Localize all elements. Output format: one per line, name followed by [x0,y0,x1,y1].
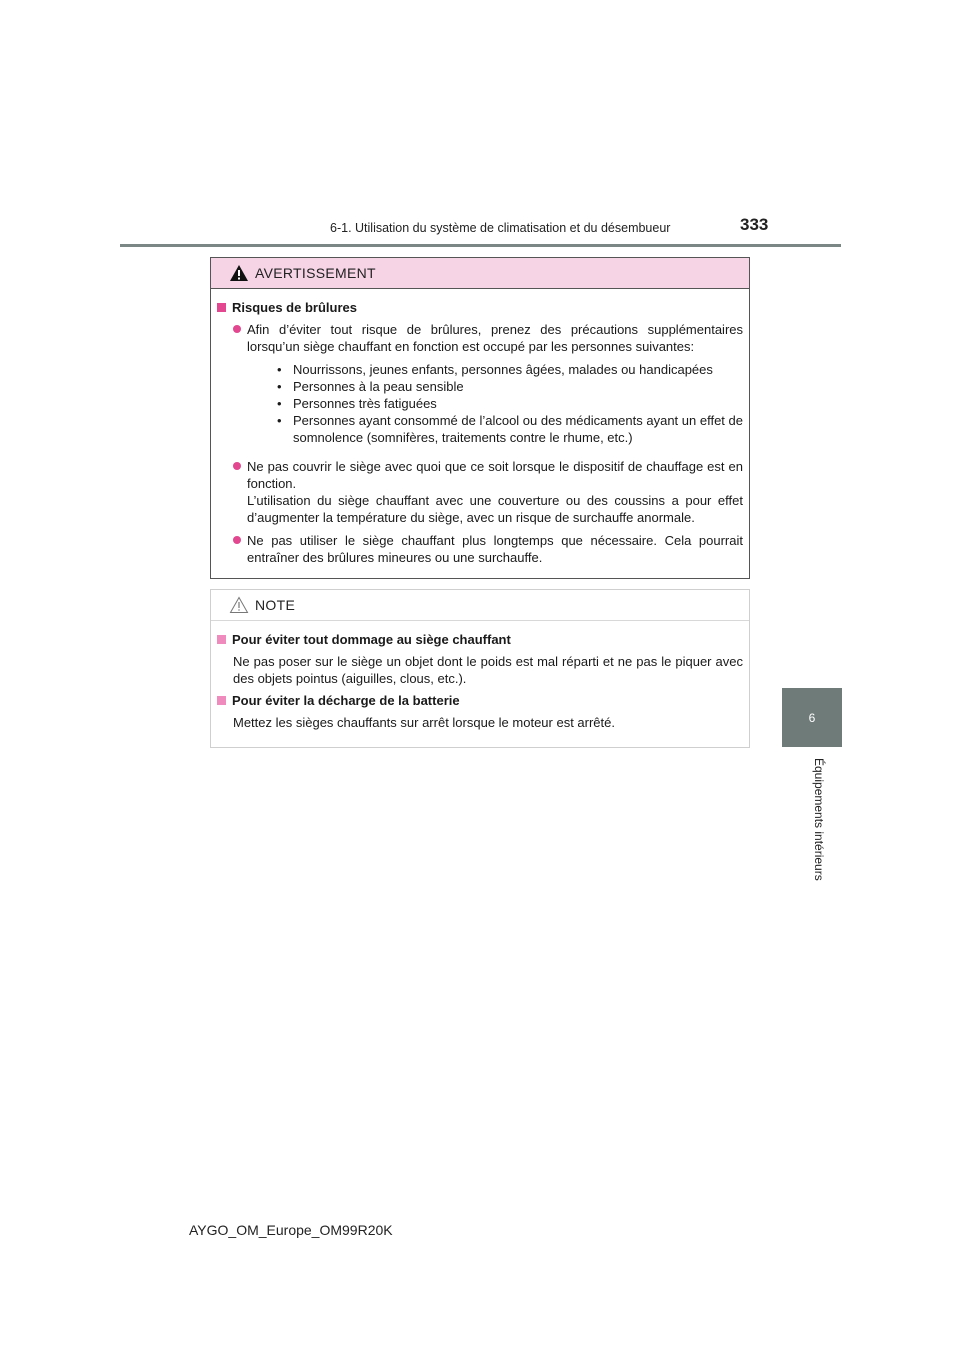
note-box [210,589,750,748]
warning-box [210,257,750,579]
list-item [217,532,743,566]
chapter-number: 6 [808,710,816,725]
page-number: 333 [740,215,769,234]
running-header-section: 6-1. Utilisation du système de climatisation et du désembueur [330,221,671,235]
warning-triangle-icon [229,264,249,282]
chapter-tab[interactable] [782,688,842,747]
warning-section-title: Risques de brûlures [217,299,743,316]
document-id: AYGO_OM_Europe_OM99R20K [189,1222,393,1238]
caution-triangle-outline-icon [229,596,249,614]
list-item: • Personnes ayant consommé de l’alcool ou des médicaments ayant un effet de somnolence (somnifères, traitements contre le rhume, etc.) [277,413,743,445]
list-item [217,458,743,526]
square-bullet-icon [217,303,226,312]
warning-title: AVERTISSEMENT [255,265,376,281]
list-item: • Nourrissons, jeunes enfants, personnes âgées, malades ou handicapées [277,362,713,377]
note-paragraph: Ne pas poser sur le siège un objet dont le poids est mal réparti et ne pas le piquer avec des objets pointus (aiguilles, clous, etc.). [233,654,743,686]
list-item: • Personnes à la peau sensible [277,379,464,394]
bullet-continuation: L’utilisation du siège chauffant avec une couverture ou des coussins a pour effet d’augmenter la température du siège, avec un risque de surchauffe anormale. [247,493,743,525]
chapter-label: Équipements intérieurs [812,758,826,881]
person-list [277,361,743,446]
list-item: • Personnes très fatiguées [277,396,437,411]
header-divider [120,244,841,247]
note-body [211,621,749,731]
square-bullet-icon [217,696,226,705]
note-section-title: Pour éviter la décharge de la batterie [217,692,743,709]
round-bullet-icon [233,536,241,544]
warning-header [211,258,749,289]
warning-body [211,289,749,566]
note-paragraph: Mettez les sièges chauffants sur arrêt lorsque le moteur est arrêté. [233,715,615,730]
bullet-text: Ne pas utiliser le siège chauffant plus longtemps que nécessaire. Cela pourrait entraîner des brûlures mineures ou une surchauffe. [247,533,743,565]
bullet-text: Ne pas couvrir le siège avec quoi que ce soit lorsque le dispositif de chauffage est en fonction. [247,459,743,491]
bullet-text: Afin d’éviter tout risque de brûlures, prenez des précautions supplémentaires lorsqu’un siège chauffant en fonction est occupé par les personnes suivantes: [247,322,743,354]
list-item [217,321,743,452]
note-title: NOTE [255,597,296,613]
note-header [211,590,749,621]
round-bullet-icon [233,462,241,470]
round-bullet-icon [233,325,241,333]
note-section-title: Pour éviter tout dommage au siège chauffant [217,631,743,648]
square-bullet-icon [217,635,226,644]
